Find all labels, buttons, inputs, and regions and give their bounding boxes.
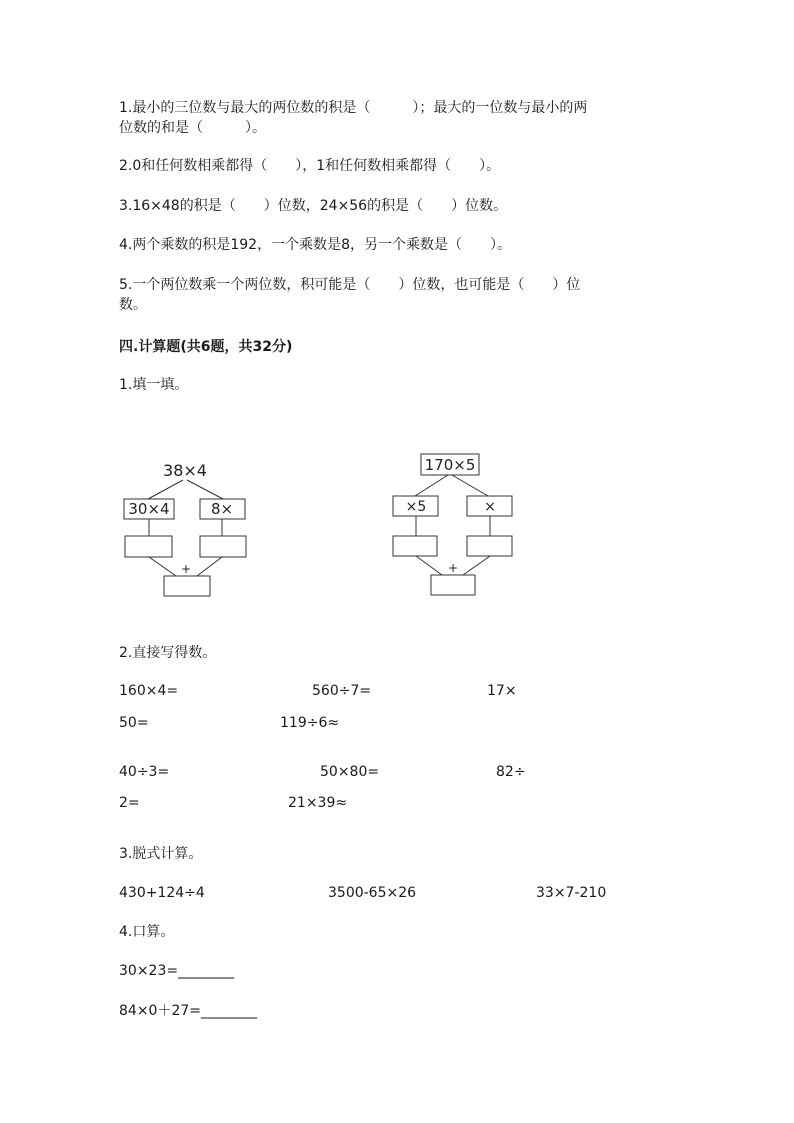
oral-calc-item: 50= [119,715,149,731]
question-label: 3.脱式计算。 [119,846,203,862]
question-text: 位数的和是（ ）。 [119,120,266,136]
diagram-top-expression: 170×5 [424,456,476,474]
diagram-connector [149,557,176,576]
fill-question-4 [119,235,679,255]
diagram-connector [187,480,223,499]
mental-calc-item: 84×0＋27=________ [119,1003,257,1019]
oral-calc-item: 2= [119,795,140,811]
step-calc-item: 430+124÷4 [119,885,205,901]
step-calc-item: 33×7-210 [536,885,607,901]
diagram-connector [415,475,448,496]
diagram-answer-box[interactable] [393,536,437,556]
question-text: 4.两个乘数的积是192，一个乘数是8，另一个乘数是（ ）。 [119,237,511,253]
diagram-answer-box[interactable] [467,536,512,556]
diagram-plus-sign: + [447,561,459,575]
diagram-sum-box[interactable] [431,575,475,595]
diagram-left-expression: 30×4 [128,500,170,518]
fill-question-3 [119,196,679,216]
question-label: 4.口算。 [119,924,175,940]
diagram-connector [416,556,442,575]
diagram-right-expression: × [484,499,496,515]
diagram-connector [463,556,490,575]
decomposition-diagram-1 [118,455,258,600]
step-calc-item: 3500-65×26 [328,885,417,901]
oral-calc-item: 40÷3= [119,764,170,780]
oral-calc-item: 82÷ [496,764,526,780]
mental-calc-item: 30×23=________ [119,963,235,979]
section-title: 四.计算题(共6题，共32分) [119,339,293,355]
diagram-left-expression: ×5 [405,499,427,515]
diagram-sum-box[interactable] [164,576,210,596]
question-text: 1.最小的三位数与最大的两位数的积是（ ）；最大的一位数与最小的两 [119,100,588,116]
decomposition-diagram-2 [388,450,518,600]
fill-question-5 [119,275,679,315]
diagram-connector [197,557,222,576]
oral-calc-item: 50×80= [320,764,380,780]
oral-calc-item: 119÷6≈ [280,715,340,731]
question-text: 数。 [119,297,147,313]
diagram-top-expression: 38×4 [163,461,207,480]
diagram-plus-sign: + [180,562,192,576]
question-label: 2.直接写得数。 [119,645,217,661]
diagram-answer-box[interactable] [200,536,246,557]
question-text: 2.0和任何数相乘都得（ ），1和任何数相乘都得（ ）。 [119,158,501,174]
oral-calc-item: 21×39≈ [288,795,348,811]
question-text: 3.16×48的积是（ ）位数，24×56的积是（ ）位数。 [119,198,508,214]
oral-calc-item: 160×4= [119,683,179,699]
fill-question-2 [119,156,679,176]
diagram-answer-box[interactable] [125,536,172,557]
diagram-connector [148,480,183,499]
oral-calc-item: 560÷7= [312,683,372,699]
diagram-right-expression: 8× [210,500,234,518]
question-text: 5.一个两位数乘一个两位数，积可能是（ ）位数，也可能是（ ）位 [119,277,581,293]
diagram-connector [452,475,488,496]
fill-question-1 [119,98,679,138]
oral-calc-item: 17× [487,683,517,699]
question-label: 1.填一填。 [119,377,189,393]
